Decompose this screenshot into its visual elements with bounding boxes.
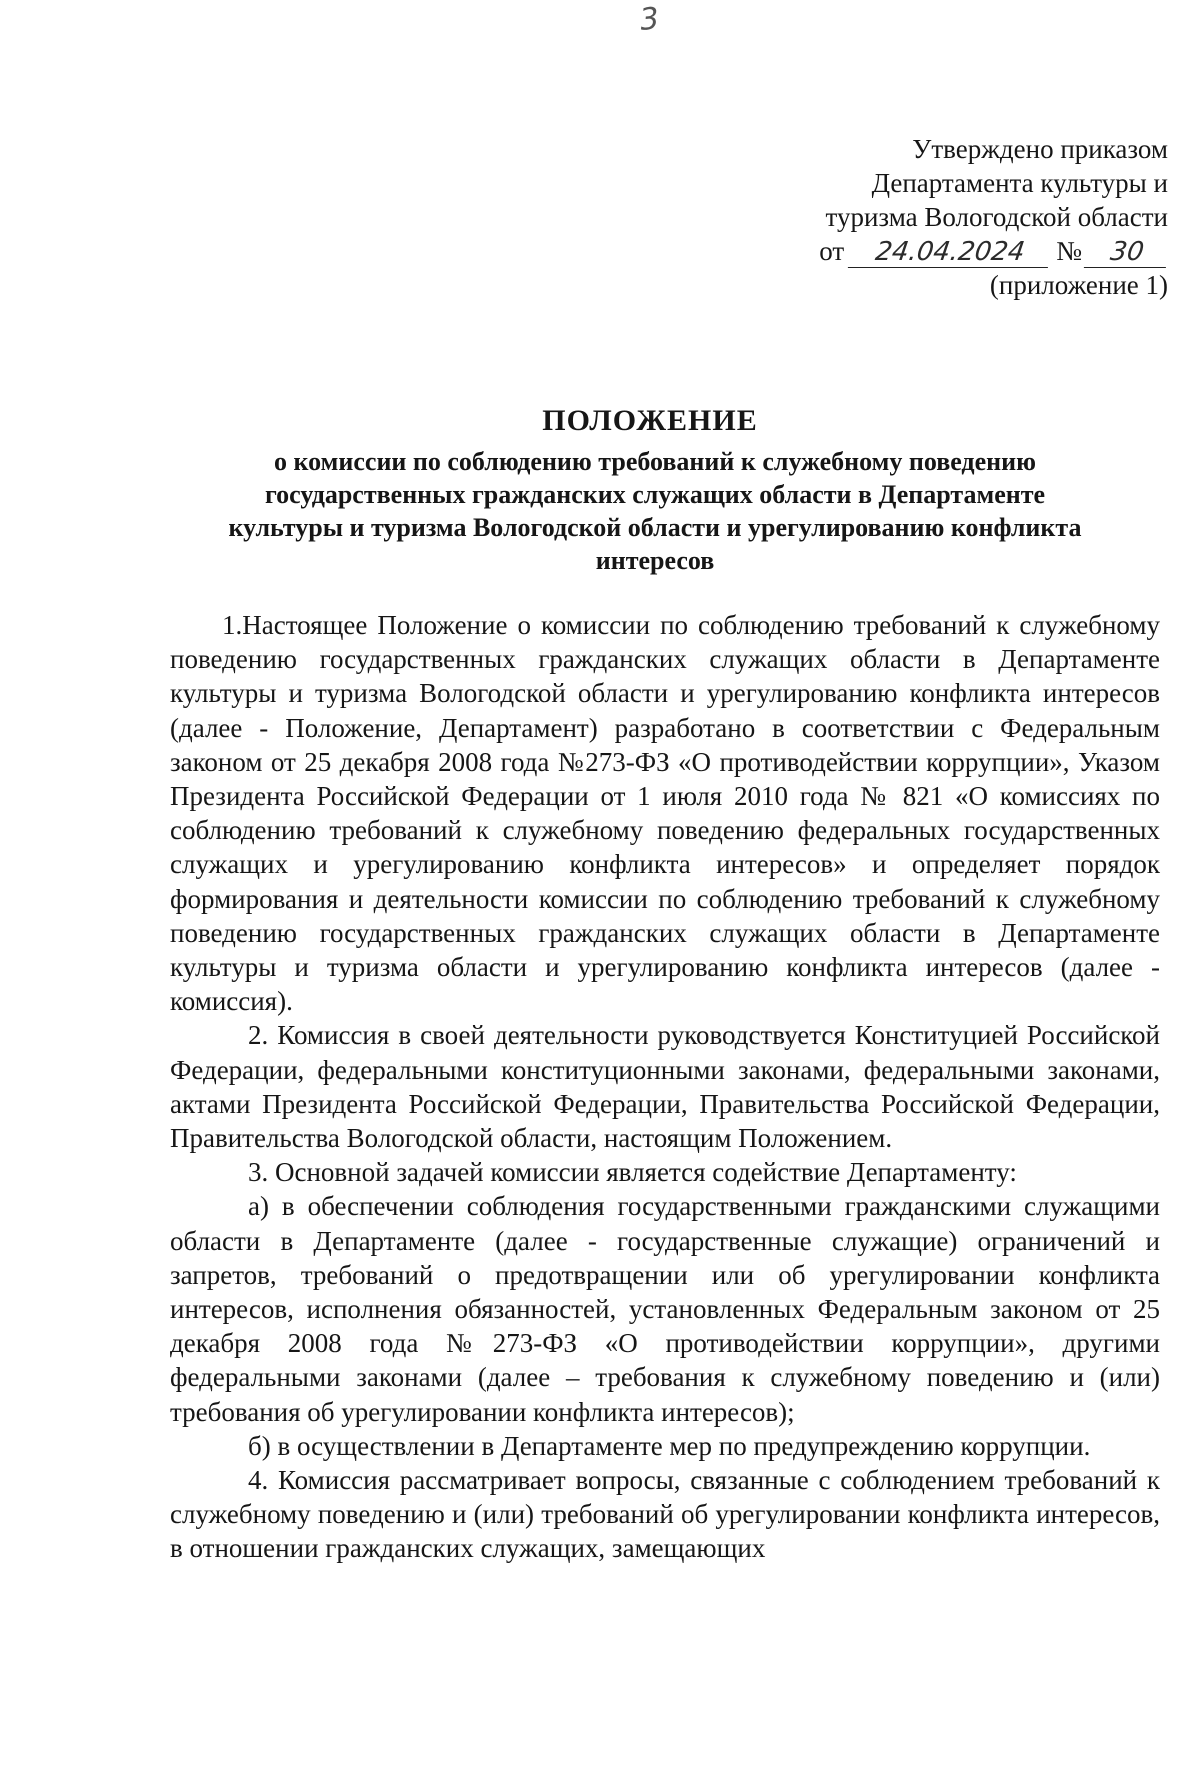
paragraph-3b: б) в осуществлении в Департаменте мер по предупреждению коррупции.: [248, 1430, 1091, 1461]
approval-line-3: туризма Вологодской области: [825, 202, 1168, 232]
order-date: 24.04.2024: [848, 237, 1052, 268]
order-prefix: от: [819, 236, 845, 266]
approval-line-1: Утверждено приказом: [912, 134, 1168, 164]
paragraph-2: 2. Комиссия в своей деятельности руководствуется Конституцией Российской Федерации, федеральными конституционными законами, федеральными законами, актами Президента Российской Федерации, Правительства Российской Федерации, Правительства Вологодской области, настоящим Положением.: [170, 1020, 1160, 1154]
paragraph-1: 1.Настоящее Положение о комиссии по соблюдению требований к служебному поведению государственных гражданских служащих области в Департаменте культуры и туризма Вологодской области и урегулированию конфликта интересов (далее - Положение, Департамент) разработано в соответствии с Федеральным законом от 25 декабря 2008 года №273-ФЗ «О противодействии коррупции», Указом Президента Российской Федерации от 1 июля 2010 года № 821 «О комиссиях по соблюдению требований к служебному поведению федеральных государственных служащих и урегулированию конфликта интересов» и определяет порядок формирования и деятельности комиссии по соблюдению требований к служебному поведению государственных гражданских служащих области в Департаменте культуры и туризма области и урегулированию конфликта интересов (далее - комиссия).: [170, 610, 1160, 1017]
order-number-label: №: [1056, 236, 1082, 266]
subtitle-line-1: о комиссии по соблюдению требований к служебному поведению: [274, 447, 1036, 476]
subtitle-line-2: государственных гражданских служащих области в Департаменте: [264, 480, 1046, 509]
subtitle-line-3: культуры и туризма Вологодской области и урегулированию конфликта: [228, 513, 1082, 542]
approval-line-2: Департамента культуры и: [871, 168, 1168, 198]
subtitle-line-4: интересов: [595, 546, 715, 575]
document-title: ПОЛОЖЕНИЕ: [542, 404, 758, 437]
paragraph-3a: а) в обеспечении соблюдения государственными гражданскими служащими области в Департаменте (далее - государственные служащие) ограничений и запретов, требований о предотвращении или об урегулировании конфликта интересов, исполнения обязанностей, установленных Федеральным законом от 25 декабря 2008 года №273-ФЗ «О противодействии коррупции», другими федеральными законами (далее – требования к служебному поведению и (или) требования об урегулировании конфликта интересов);: [170, 1191, 1160, 1427]
paragraph-4: 4. Комиссия рассматривает вопросы, связанные с соблюдением требований к служебному поведению и (или) требований об урегулировании конфликта интересов, в отношении гражданских служащих, замещающих: [170, 1465, 1160, 1564]
appendix-label: (приложение 1): [989, 270, 1168, 300]
order-number: 30: [1084, 237, 1170, 268]
approval-stamp: [748, 132, 1168, 302]
page-number: 3: [638, 1, 661, 38]
order-line: [748, 234, 1168, 268]
document-body: [170, 608, 1160, 1566]
paragraph-3: 3. Основной задачей комиссии является содействие Департаменту:: [248, 1157, 1017, 1188]
document-subtitle: [150, 445, 1160, 577]
